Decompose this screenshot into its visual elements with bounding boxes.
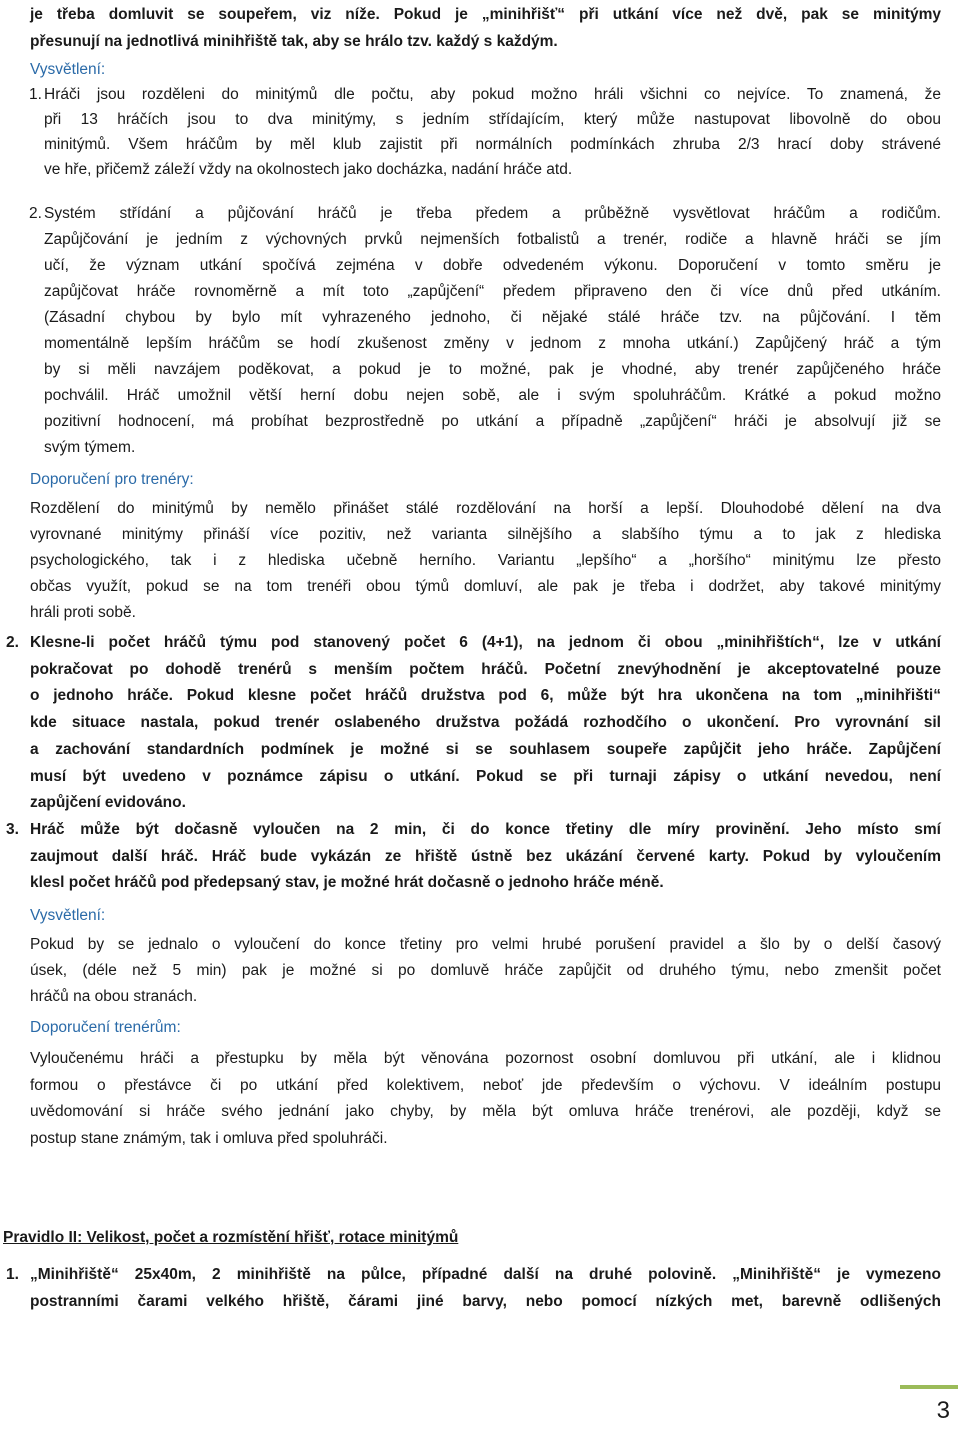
list-item-1	[30, 82, 941, 182]
text-line: „Minihřiště“ 25x40m, 2 minihřiště na půlce, případné další na druhé polovině. „Minihřiště“ je vymezeno	[30, 1266, 941, 1283]
text-line: ve hře, přičemž záleží vždy na okolnostech jako docházka, nadání hráče atd.	[44, 161, 573, 178]
text-line: zapůjčení evidováno.	[30, 794, 186, 812]
text-line: minitýmů. Všem hráčům by měl klub zajistit při normálních podmínkách zhruba 2/3 hrací doby strávené	[44, 136, 941, 153]
coaches-recommendation-text	[30, 496, 941, 626]
text-line: učí, že význam utkání spočívá zejména v dobře odvedeném výkonu. Doporučení v tomto směru je	[44, 257, 941, 274]
text-line: pozitivní hodnocení, má probíhat bezprostředně po utkání a případně „zapůjčení“ hráči je absolvují již se	[44, 413, 941, 430]
explanation-label: Vysvětlení:	[30, 61, 106, 78]
section-ii-item-1	[6, 1262, 941, 1315]
rule-3	[6, 817, 941, 897]
text-line: Vyloučenému hráči a přestupku by měla být věnována pozornost osobní domluvou při utkání, ale i klidnou	[30, 1050, 941, 1067]
text-line: hráli proti sobě.	[30, 604, 136, 621]
list-number: 3.	[6, 821, 19, 838]
explanation-text	[30, 932, 941, 1010]
text-line: pokračovat po dohodě trenérů s menším počtem hráčů. Početní znevýhodnění je akceptovatelné pouze	[30, 660, 941, 678]
text-line: Hráč může být dočasně vyloučen na 2 min, či do konce třetiny dle míry provinění. Jeho místo smí	[30, 821, 941, 838]
text-line: postranními čarami velkého hřiště, čárami jiné barvy, nebo pomocí nízkých met, barevně odlišených	[30, 1292, 941, 1310]
text-line: je třeba domluvit se soupeřem, viz níže. Pokud je „minihřišť“ při utkání více než dvě, pak se minitýmy	[30, 6, 941, 23]
coaches-recommendation-text	[30, 1046, 941, 1152]
text-line: Rozdělení do minitýmů by nemělo přinášet stálé rozdělování na horší a lepší. Dlouhodobé dělení na dva	[30, 500, 941, 517]
section-title: Pravidlo II: Velikost, počet a rozmístění hřišť, rotace minitýmů	[3, 1229, 459, 1246]
text-line: by si měli navzájem poděkovat, a pokud je to možné, pak je vhodné, aby trenér zapůjčeného hráče	[44, 361, 941, 378]
text-line: postup stane známým, tak i omluva před spoluhráči.	[30, 1129, 388, 1147]
text-line: zapůjčovat hráče rovnoměrně a mít toto „zapůjčení“ předem připraveno den či více dnů před utkáním.	[44, 283, 941, 300]
text-line: a zachování standardních podmínek je možné si se souhlasem soupeře zapůjčit jeho hráče. Zapůjčení	[30, 740, 941, 758]
text-line: úsek, (déle než 5 min) pak je možné si po domluvě hráče zapůjčit od druhého týmu, nebo zmenšit počet	[30, 962, 941, 979]
text-line: zaujmout další hráč. Hráč bude vykázán ze hřiště ústně bez ukázání červené karty. Pokud by vyloučením	[30, 847, 941, 865]
coaches-recommendation-label: Doporučení pro trenéry:	[30, 471, 194, 488]
page-number: 3	[936, 1397, 950, 1424]
text-line: o jednoho hráče. Pokud klesne počet hráčů družstva pod 6, může být hra ukončena na tom „minihřišti“	[30, 687, 941, 705]
rule-2	[6, 630, 941, 817]
page-number-box	[900, 1385, 958, 1437]
text-line: Pokud by se jednalo o vyloučení do konce třetiny pro velmi hrubé porušení pravidel a šlo by o delší časový	[30, 936, 941, 953]
text-line: přesunují na jednotlivá minihřiště tak, aby se hrálo tzv. každý s každým.	[30, 32, 558, 50]
text-line: Klesne-li počet hráčů týmu pod stanovený počet 6 (4+1), na jednom či obou „minihřištích“, lze v utkání	[30, 634, 941, 651]
text-line: formou o přestávce či po utkání před kolektivem, neboť jde především o výchovu. V ideálním postupu	[30, 1076, 941, 1094]
list-number: 2.	[29, 205, 42, 222]
text-line: pochválil. Hráč umožnil větší herní dobu nejen sobě, ale i svým spoluhráčům. Krátké a pokud možno	[44, 387, 941, 404]
text-line: psychologického, tak i z hlediska učebně herního. Variantu „lepšího“ a „horšího“ minitýmu lze přesto	[30, 552, 941, 569]
text-line: uvědomování si hráče svého jednání jako chyby, by měla být omluva hráče trenérovi, ale později, když se	[30, 1103, 941, 1120]
list-number: 1.	[6, 1266, 19, 1283]
text-line: Zapůjčování je jedním z výchovných prvků nejmenších fotbalistů a trenér, rodiče a hlavně hráči se jím	[44, 231, 941, 248]
list-number: 2.	[6, 634, 19, 651]
text-line: klesl počet hráčů pod předepsaný stav, je možné hrát dočasně o jednoho hráče méně.	[30, 874, 664, 892]
text-line: momentálně lepším hráčům se hodí zkušenost změny v jednom z mnoha utkání.) Zapůjčený hráč a tým	[44, 335, 941, 352]
text-line: Hráči jsou rozděleni do minitýmů dle počtu, aby pokud možno hráli všichni co nejvíce. To znamená, že	[44, 86, 941, 103]
text-line: (Zásadní chybou by bylo mít vyhrazeného jednoho, či nějaké stálé hráče tzv. na půjčování. I těm	[44, 309, 941, 326]
text-line: při 13 hráčích jsou to dva minitýmy, s jedním střídajícím, který může nastupovat libovolně do obou	[44, 111, 941, 128]
top-paragraph	[30, 2, 941, 55]
text-line: hráčů na obou stranách.	[30, 988, 198, 1005]
coaches-recommendation-label: Doporučení trenérům:	[30, 1019, 181, 1036]
text-line: kde situace nastala, pokud trenér oslabeného družstva požádá rozhodčího o ukončení. Pro vyrovnání sil	[30, 714, 941, 732]
list-item-2	[30, 201, 941, 461]
text-line: musí být uvedeno v poznámce zápisu o utkání. Pokud se při turnaji zápisy o utkání nevedou, není	[30, 767, 941, 785]
text-line: Systém střídání a půjčování hráčů je třeba předem a průběžně vysvětlovat hráčům a rodičům.	[44, 205, 941, 222]
text-line: občas využít, pokud se na tom trenéři obou týmů domluví, ale pak je třeba i dodržet, aby takové minitýmy	[30, 578, 941, 595]
explanation-label: Vysvětlení:	[30, 907, 106, 924]
list-number: 1.	[29, 86, 42, 103]
text-line: svým týmem.	[44, 439, 136, 456]
text-line: vyrovnané minitýmy přináší více pozitiv, než varianta silnějšího a slabšího týmu a to jak z hlediska	[30, 526, 941, 543]
